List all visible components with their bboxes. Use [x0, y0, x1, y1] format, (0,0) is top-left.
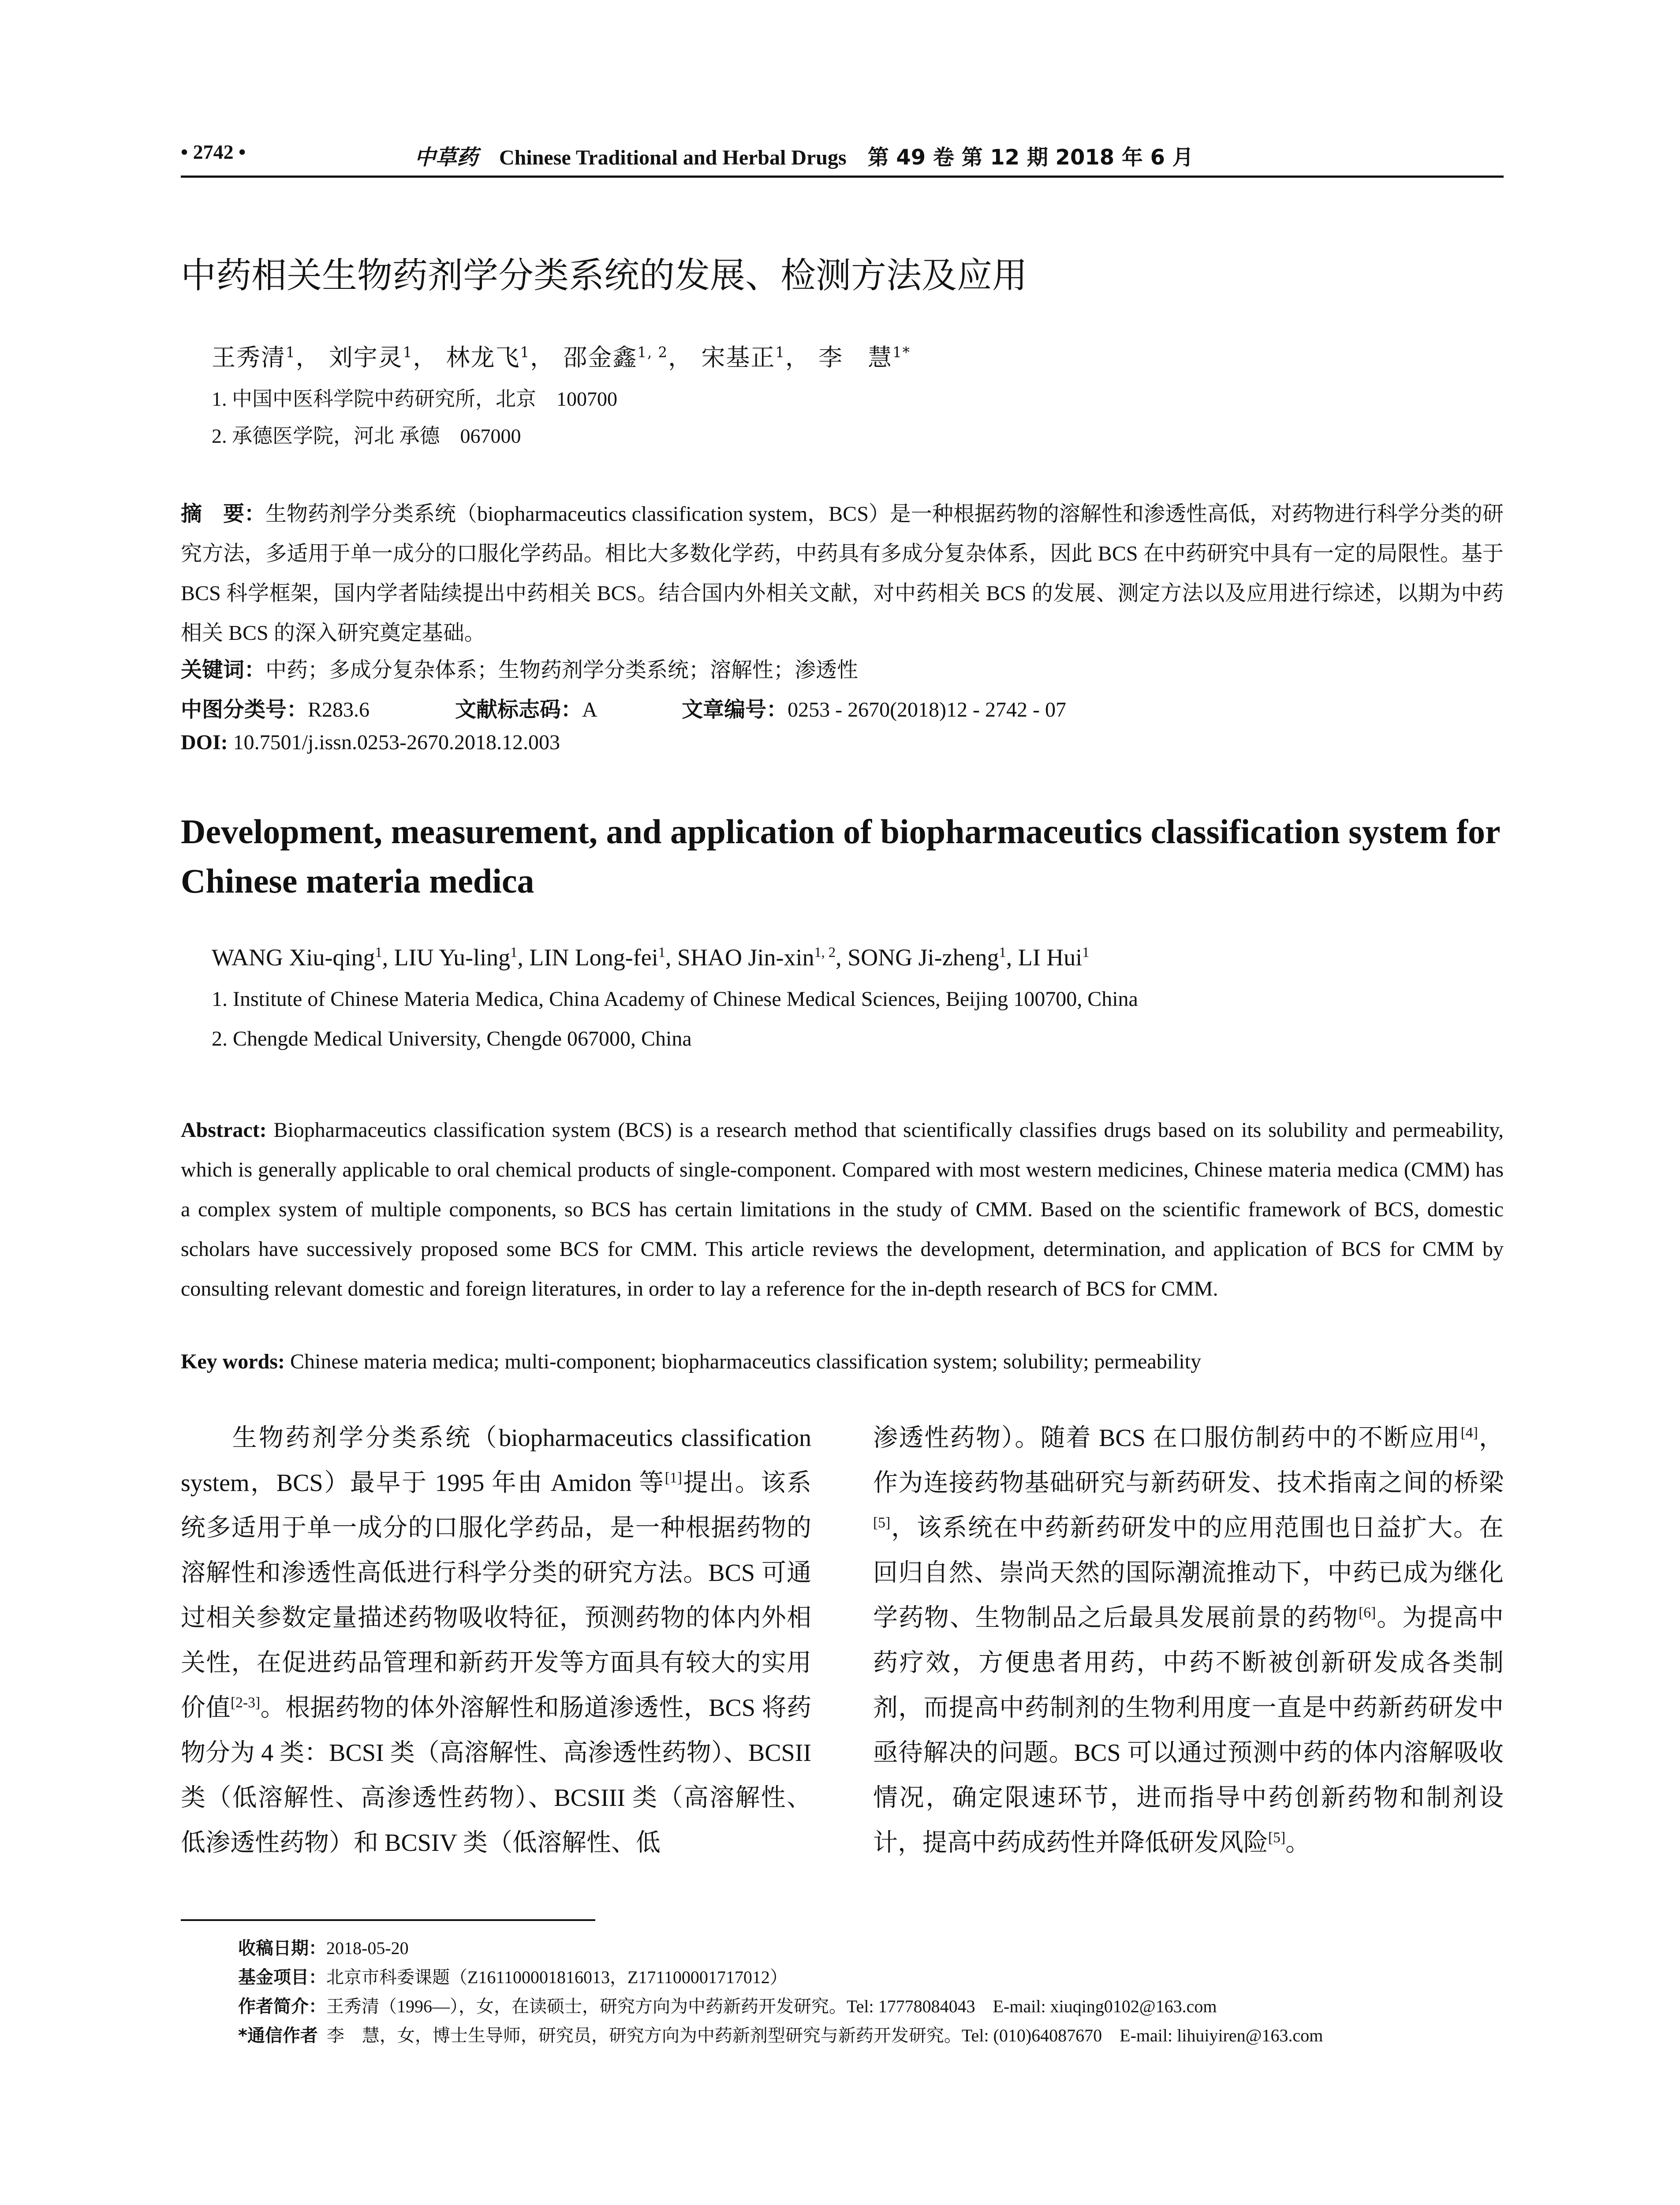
citation[interactable]: [5]: [873, 1514, 891, 1531]
author-cn: 刘宇灵: [329, 344, 403, 371]
classification-line: [181, 692, 1066, 723]
footnote-text: 王秀清（1996—），女，在读硕士，研究方向为中药新药开发研究。Tel: 17778084043 E-mail: xiuqing0102@163.com: [326, 1996, 1217, 2016]
body-column-left: [181, 1416, 811, 1865]
author-affil-mark: 1: [658, 945, 665, 960]
body-text: ，作为连接药物基础研究与新药研发、技术指南之间的桥梁: [873, 1424, 1504, 1497]
body-text: 。根据药物的体外溶解性和肠道渗透性，BCS 将药物分为 4 类：BCSI 类（高溶解性、高渗透性药物）、BCSII 类（低溶解性、高渗透性药物）、BCSIII 类（高溶解性、低渗透性药物）和 BCSIV 类（低溶解性、低: [181, 1694, 811, 1857]
title-cn: 中药相关生物药剂学分类系统的发展、检测方法及应用: [181, 255, 1027, 296]
author-en: SONG Ji-zheng: [847, 944, 999, 971]
article-number-label: 文章编号：: [682, 697, 788, 722]
author-affil-mark: 1: [403, 344, 413, 361]
clc-value: R283.6: [308, 698, 370, 721]
abstract-cn: [181, 494, 1504, 653]
author-affil-mark: 1: [520, 344, 530, 361]
doc-code-value: A: [582, 698, 597, 721]
abstract-en-label: Abstract:: [181, 1118, 267, 1142]
author-affil-mark: 1: [775, 344, 785, 361]
author-cn: 邵金鑫: [563, 344, 638, 371]
title-en: Development, measurement, and application of biopharmaceutics classification system for Chinese materia medica: [181, 812, 1500, 900]
body-text: 生物药剂学分类系统（biopharmaceutics classification system，BCS）最早于 1995 年由 Amidon 等: [181, 1424, 811, 1497]
abstract-cn-label: 摘 要：: [181, 501, 266, 526]
keywords-en: [181, 1349, 1504, 1374]
author-affil-mark: 1: [510, 945, 518, 960]
keywords-cn-label: 关键词：: [181, 658, 266, 682]
authors-cn: 王秀清$^1$， 刘宇灵$^1$， 林龙飞$^1$， 邵金鑫$^{1, 2}$， 宋基正$^1$， 李 慧$^{1*}$: [212, 344, 911, 371]
footnote-text: 2018-05-20: [326, 1938, 409, 1958]
affiliation-en: 1. Institute of Chinese Materia Medica, China Academy of Chinese Medical Sciences, Beijing 100700, China: [212, 987, 1138, 1011]
keywords-en-label: Key words:: [181, 1350, 285, 1373]
article-number-value: 0253 - 2670(2018)12 - 2742 - 07: [788, 698, 1066, 721]
footnote-received: [238, 1934, 409, 1959]
journal-issue: 第 49 卷 第 12 期 2018 年 6 月: [867, 145, 1194, 170]
footnote-text: 李 慧，女，博士生导师，研究员，研究方向为中药新剂型研究与新药开发研究。Tel: (010)64087670 E-mail: lihuiyiren@163.com: [326, 2026, 1323, 2045]
author-en: SHAO Jin-xin: [677, 944, 814, 971]
abstract-en: [181, 1110, 1504, 1309]
author-affil-mark: 1*: [892, 344, 911, 361]
citation[interactable]: [5]: [1268, 1829, 1286, 1846]
author-affil-mark: 1, 2: [814, 945, 836, 960]
footnote-author: [238, 1992, 1217, 2018]
author-en: LI Hui: [1018, 944, 1083, 971]
header-rule: [181, 176, 1504, 178]
author-cn: 林龙飞: [446, 344, 520, 371]
author-affil-mark: 1, 2: [637, 344, 668, 361]
body-text: 。: [1285, 1829, 1310, 1857]
footnote-label: 收稿日期：: [238, 1938, 326, 1958]
doi-label: DOI:: [181, 731, 228, 754]
clc-label: 中图分类号：: [181, 697, 308, 722]
keywords-cn: [181, 653, 858, 683]
footnote-label: 基金项目：: [238, 1967, 326, 1988]
body-text: 渗透性药物）。随着 BCS 在口服仿制药中的不断应用: [873, 1424, 1461, 1452]
author-affil-mark: 1: [375, 945, 382, 960]
body-text: 。为提高中药疗效，方便患者用药，中药不断被创新研发成各类制剂，而提高中药制剂的生物利用度一直是中药新药研发中亟待解决的问题。BCS 可以通过预测中药的体内溶解吸收情况，确定限速环节，进而指导中药创新药物和制剂设计，提高中药成药性并降低研发风险: [873, 1604, 1504, 1857]
footnote-text: 北京市科委课题（Z161100001816013，Z171100001717012）: [326, 1967, 788, 1987]
body-text: 提出。该系统多适用于单一成分的口服化学药品，是一种根据药物的溶解性和渗透性高低进行科学分类的研究方法。BCS 可通过相关参数定量描述药物吸收特征，预测药物的体内外相关性，在促进药品管理和新药开发等方面具有较大的实用价值: [181, 1469, 811, 1722]
journal-name-en: Chinese Traditional and Herbal Drugs: [499, 146, 847, 169]
footnote-label: *通信作者: [238, 2026, 318, 2046]
citation[interactable]: [6]: [1359, 1604, 1376, 1621]
footnote-rule: [181, 1919, 595, 1921]
footnote-label: 作者简介：: [238, 1996, 326, 2017]
author-affil-mark: 1: [999, 945, 1006, 960]
author-affil-mark: 1: [1082, 945, 1090, 960]
journal-header: [414, 140, 1194, 171]
citation[interactable]: [4]: [1460, 1424, 1478, 1441]
affiliation-cn: 2. 承德医学院，河北 承德 067000: [212, 425, 521, 447]
footnote-corresponding: [238, 2022, 1323, 2047]
author-en: LIU Yu-ling: [394, 944, 511, 971]
authors-en: WANG Xiu-qing$^1$, LIU Yu-ling$^1$, LIN Long-fei$^1$, SHAO Jin-xin$^{1, 2}$, SONG Ji-zheng$^1$, LI Hui$^1$: [212, 944, 1090, 971]
keywords-en-text: Chinese materia medica; multi-component; biopharmaceutics classification system; solubility; permeability: [290, 1350, 1202, 1373]
footnote-fund: [238, 1963, 788, 1988]
author-cn: 王秀清: [212, 344, 286, 371]
author-cn: 李 慧: [818, 344, 893, 371]
author-cn: 宋基正: [701, 344, 776, 371]
author-affil-mark: 1: [286, 344, 296, 361]
body-column-right: [873, 1416, 1504, 1865]
abstract-en-text: Biopharmaceutics classification system (BCS) is a research method that scientifically classifies drugs based on its solubility and permeability, which is generally applicable to oral chemical products of single-component. Compared with most western medicines, Chinese materia medica (CMM) has a complex system of multiple components, so BCS has certain limitations in the study of CMM. Based on the scientific framework of BCS, domestic scholars have successively proposed some BCS for CMM. This article reviews the development, determination, and application of BCS for CMM by consulting relevant domestic and foreign literatures, in order to lay a reference for the in-depth research of BCS for CMM.: [181, 1118, 1504, 1301]
author-en: WANG Xiu-qing: [212, 944, 375, 971]
doi-value: 10.7501/j.issn.0253-2670.2018.12.003: [233, 731, 560, 754]
doc-code-label: 文献标志码：: [455, 697, 582, 722]
keywords-cn-text: 中药；多成分复杂体系；生物药剂学分类系统；溶解性；渗透性: [265, 658, 859, 682]
author-en: LIN Long-fei: [529, 944, 658, 971]
abstract-cn-text: 生物药剂学分类系统（biopharmaceutics classification system，BCS）是一种根据药物的溶解性和渗透性高低，对药物进行科学分类的研究方法，多适用于单一成分的口服化学药品。相比大多数化学药，中药具有多成分复杂体系，因此 BCS 在中药研究中具有一定的局限性。基于 BCS 科学框架，国内学者陆续提出中药相关 BCS。结合国内外相关文献，对中药相关 BCS 的发展、测定方法以及应用进行综述，以期为中药相关 BCS 的深入研究奠定基础。: [181, 502, 1504, 645]
page-number: • 2742 •: [181, 141, 246, 163]
doi-line: [181, 730, 560, 755]
citation[interactable]: [2-3]: [230, 1694, 261, 1711]
affiliation-en: 2. Chengde Medical University, Chengde 067000, China: [212, 1027, 692, 1050]
affiliation-cn: 1. 中国中医科学院中药研究所，北京 100700: [212, 388, 617, 410]
citation[interactable]: [1]: [665, 1469, 682, 1486]
journal-name-cn: 中草药: [414, 145, 478, 170]
body-text: ，该系统在中药新药研发中的应用范围也日益扩大。在回归自然、崇尚天然的国际潮流推动下，中药已成为继化学药物、生物制品之后最具发展前景的药物: [873, 1514, 1504, 1632]
